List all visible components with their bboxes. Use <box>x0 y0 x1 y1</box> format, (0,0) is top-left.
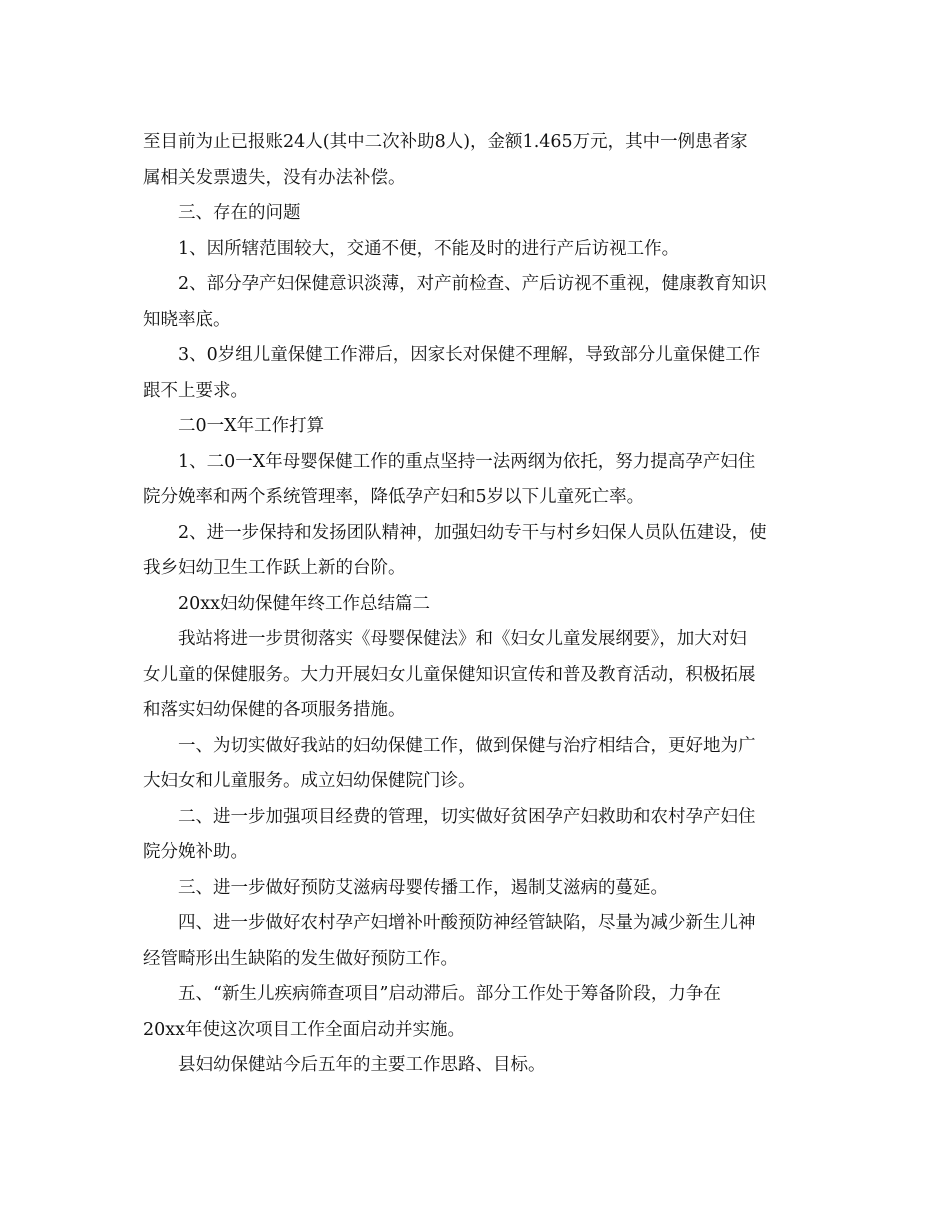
paragraph-line: 一、为切实做好我站的妇幼保健工作，做到保健与治疗相结合，更好地为广 <box>178 735 756 756</box>
paragraph-line: 五、“新生儿疾病筛查项目”启动滞后。部分工作处于筹备阶段，力争在 <box>178 984 721 1004</box>
paragraph-line: 1、二0一X年母婴保健工作的重点坚持一法两纲为依托，努力提高孕产妇住 <box>178 451 756 472</box>
paragraph-line: 经管畸形出生缺陷的发生做好预防工作。 <box>143 948 458 969</box>
paragraph-line: 大妇女和儿童服务。成立妇幼保健院门诊。 <box>143 771 476 791</box>
paragraph-line: 2、部分孕产妇保健意识淡薄，对产前检查、产后访视不重视，健康教育知识 <box>178 274 767 294</box>
paragraph-line: 1、因所辖范围较大，交通不便，不能及时的进行产后访视工作。 <box>178 238 680 259</box>
paragraph-line: 我站将进一步贯彻落实《母婴保健法》和《妇女儿童发展纲要》，加大对妇 <box>178 629 747 649</box>
paragraph-line: 二、进一步加强项目经费的管理，切实做好贫困孕产妇救助和农村孕产妇住 <box>178 806 756 827</box>
paragraph-line: 属相关发票遗失，没有办法补偿。 <box>143 167 406 188</box>
document-body <box>143 125 808 1084</box>
paragraph-line: 女儿童的保健服务。大力开展妇女儿童保健知识宣传和普及教育活动，积极拓展 <box>143 664 756 685</box>
paragraph-line: 四、进一步做好农村孕产妇增补叶酸预防神经管缺陷，尽量为减少新生儿神 <box>178 913 756 933</box>
paragraph-line: 县妇幼保健站今后五年的主要工作思路、目标。 <box>178 1055 546 1075</box>
paragraph-line: 三、存在的问题 <box>178 203 301 223</box>
paragraph-line: 20xx妇幼保健年终工作总结篇二 <box>178 593 431 614</box>
paragraph-line: 院分娩补助。 <box>143 842 248 862</box>
paragraph-line: 跟不上要求。 <box>143 380 248 401</box>
paragraph-line: 二0一X年工作打算 <box>178 416 325 436</box>
paragraph-line: 2、进一步保持和发扬团队精神，加强妇幼专干与村乡妇保人员队伍建设，使 <box>178 522 767 543</box>
paragraph-line: 和落实妇幼保健的各项服务措施。 <box>143 700 406 720</box>
paragraph-line: 院分娩率和两个系统管理率，降低孕产妇和5岁以下儿童死亡率。 <box>143 487 645 507</box>
paragraph-line: 我乡妇幼卫生工作跃上新的台阶。 <box>143 558 406 578</box>
paragraph-line: 至目前为止已报账24人(其中二次补助8人)，金额1.465万元，其中一例患者家 <box>143 132 748 152</box>
paragraph-line: 20xx年使这次项目工作全面启动并实施。 <box>143 1019 466 1040</box>
paragraph-line: 3、0岁组儿童保健工作滞后，因家长对保健不理解，导致部分儿童保健工作 <box>178 345 761 365</box>
paragraph-line: 知晓率底。 <box>143 309 231 330</box>
paragraph-line: 三、进一步做好预防艾滋病母婴传播工作，遏制艾滋病的蔓延。 <box>178 877 668 898</box>
